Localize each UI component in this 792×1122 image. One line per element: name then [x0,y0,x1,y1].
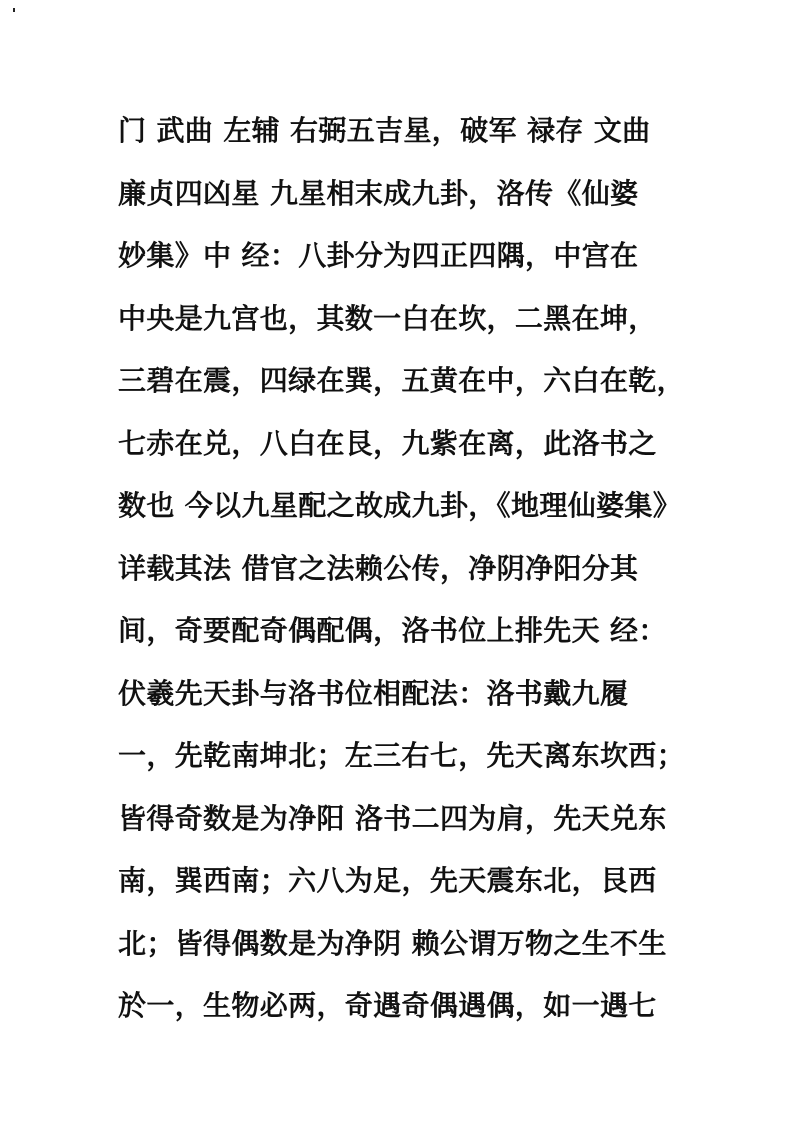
text-line-14: 北；皆得偶数是为净阴 赖公谓万物之生不生 [118,926,667,960]
text-line-9: 间，奇要配奇偶配偶，洛书位上排先天 经： [118,614,667,647]
text-line-4: 中央是九宫也，其数一白在坎，二黑在坤， [118,301,657,335]
text-line-8: 详载其法 借官之法赖公传，净阴净阳分其 [118,551,639,585]
text-line-10: 伏羲先天卦与洛书位相配法：洛书戴九履 [118,676,629,710]
text-line-1: 门 武曲 左辅 右弼五吉星，破军 禄存 文曲 [118,114,651,147]
text-line-3: 妙集》中 经：八卦分为四正四隅，中宫在 [118,239,639,272]
text-line-5: 三碧在震，四绿在巽，五黄在中，六白在乾， [118,364,686,397]
text-line-2: 廉贞四凶星 九星相末成九卦，洛传《仙婆 [118,176,639,210]
text-line-12: 皆得奇数是为净阳 洛书二四为肩，先天兑东 [118,801,667,835]
text-line-11: 一，先乾南坤北；左三右七，先天离东坎西； [118,739,686,772]
scan-mark [13,8,15,12]
text-line-7: 数也 今以九星配之故成九卦，《地理仙婆集》 [118,489,682,522]
text-line-6: 七赤在兑，八白在艮，九紫在离，此洛书之 [118,426,657,460]
text-line-13: 南，巽西南；六八为足，先天震东北，艮西 [118,864,657,897]
text-block [118,108,686,1046]
text-line-15: 於一，生物必两，奇遇奇偶遇偶，如一遇七 [118,989,657,1022]
